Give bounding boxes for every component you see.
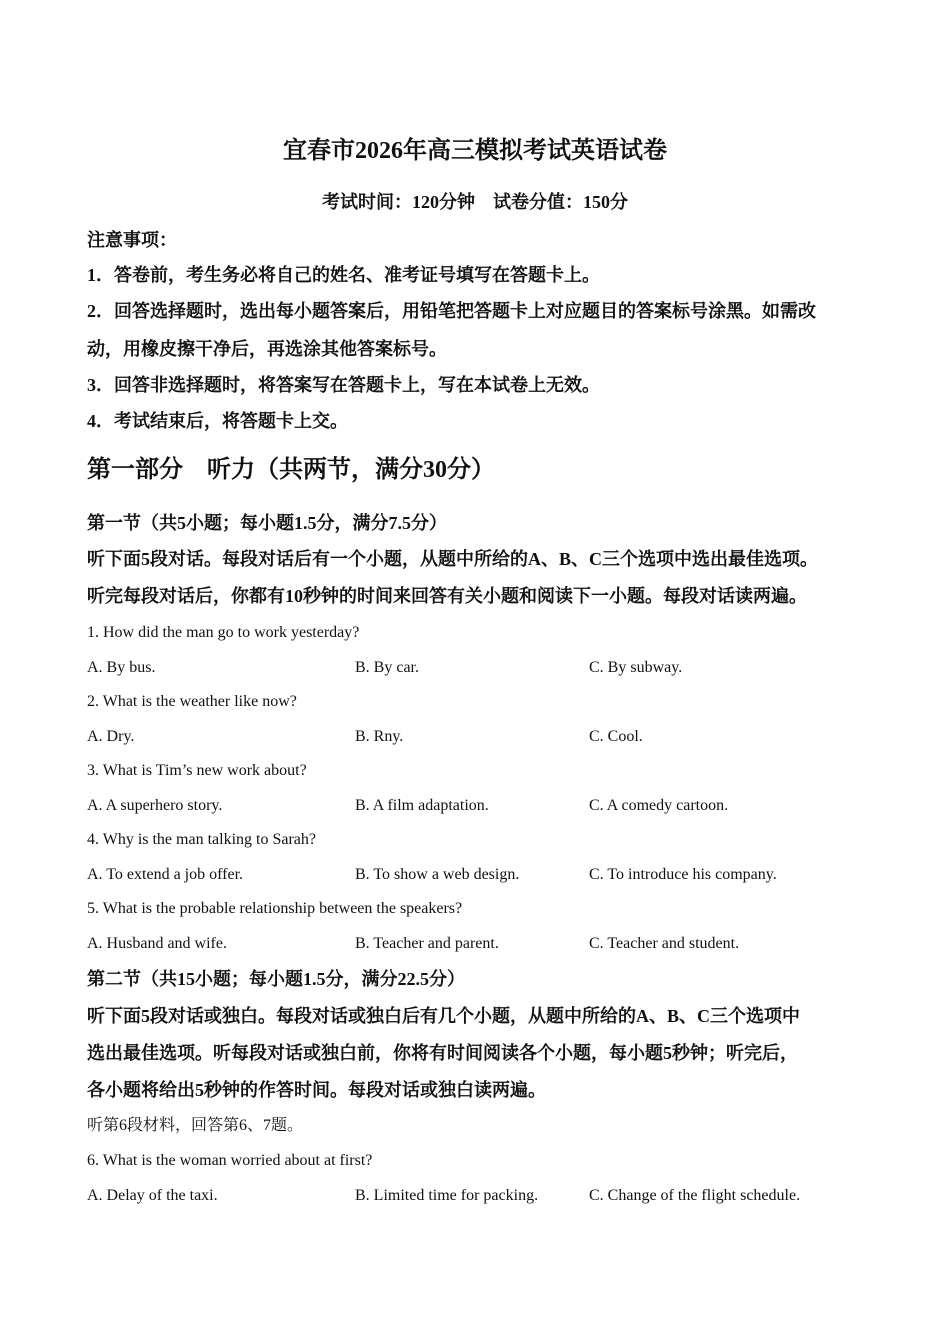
note-item: 2．回答选择题时，选出每小题答案后，用铅笔把答题卡上对应题目的答案标号涂黑。如需改 xyxy=(87,301,816,321)
option-c: C. Change of the flight schedule. xyxy=(589,1187,801,1204)
section-one-instruction: 听下面5段对话。每段对话后有一个小题，从题中所给的A、B、C三个选项中选出最佳选项。 xyxy=(87,549,818,569)
note-item: 1．答卷前，考生务必将自己的姓名、准考证号填写在答题卡上。 xyxy=(87,265,600,285)
note-item: 4．考试结束后，将答题卡上交。 xyxy=(87,411,348,431)
section-one-instruction: 听完每段对话后，你都有10秒钟的时间来回答有关小题和阅读下一小题。每段对话读两遍。 xyxy=(87,586,807,606)
option-a: A. A superhero story. xyxy=(87,797,223,814)
question-stem: 4. Why is the man talking to Sarah? xyxy=(87,831,316,848)
section-two-instruction: 各小题将给出5秒钟的作答时间。每段对话或独白读两遍。 xyxy=(87,1080,546,1100)
option-b: B. Teacher and parent. xyxy=(355,935,499,952)
note-item: 3．回答非选择题时，将答案写在答题卡上，写在本试卷上无效。 xyxy=(87,375,600,395)
material-note: 听第6段材料，回答第6、7题。 xyxy=(87,1117,304,1134)
question-stem: 6. What is the woman worried about at first? xyxy=(87,1152,373,1169)
option-b: B. To show a web design. xyxy=(355,866,520,883)
notes-heading: 注意事项： xyxy=(87,230,177,250)
option-a: A. Delay of the taxi. xyxy=(87,1187,218,1204)
section-two-instruction: 听下面5段对话或独白。每段对话或独白后有几个小题，从题中所给的A、B、C三个选项中 xyxy=(87,1006,800,1026)
option-b: B. Rny. xyxy=(355,728,404,745)
section-two-heading: 第二节（共15小题；每小题1.5分，满分22.5分） xyxy=(87,969,465,989)
part-one-title: 第一部分 听力（共两节，满分30分） xyxy=(87,457,495,483)
section-one-heading: 第一节（共5小题；每小题1.5分，满分7.5分） xyxy=(87,513,447,533)
question-stem: 5. What is the probable relationship between the speakers? xyxy=(87,900,463,917)
question-stem: 1. How did the man go to work yesterday? xyxy=(87,624,360,641)
option-c: C. A comedy cartoon. xyxy=(589,797,729,814)
option-c: C. Teacher and student. xyxy=(589,935,740,952)
option-a: A. Husband and wife. xyxy=(87,935,227,952)
exam-title: 宜春市2026年高三模拟考试英语试卷 xyxy=(283,138,667,164)
option-b: B. By car. xyxy=(355,659,419,676)
exam-subtitle: 考试时间：120分钟 试卷分值：150分 xyxy=(322,192,628,212)
question-stem: 3. What is Tim’s new work about? xyxy=(87,762,307,779)
option-b: B. A film adaptation. xyxy=(355,797,489,814)
option-c: C. By subway. xyxy=(589,659,683,676)
option-c: C. To introduce his company. xyxy=(589,866,777,883)
note-item: 动，用橡皮擦干净后，再选涂其他答案标号。 xyxy=(87,339,447,359)
option-a: A. To extend a job offer. xyxy=(87,866,244,883)
option-c: C. Cool. xyxy=(589,728,643,745)
option-a: A. By bus. xyxy=(87,659,156,676)
option-b: B. Limited time for packing. xyxy=(355,1187,539,1204)
question-stem: 2. What is the weather like now? xyxy=(87,693,297,710)
option-a: A. Dry. xyxy=(87,728,135,745)
section-two-instruction: 选出最佳选项。听每段对话或独白前，你将有时间阅读各个小题，每小题5秒钟；听完后， xyxy=(87,1043,798,1063)
